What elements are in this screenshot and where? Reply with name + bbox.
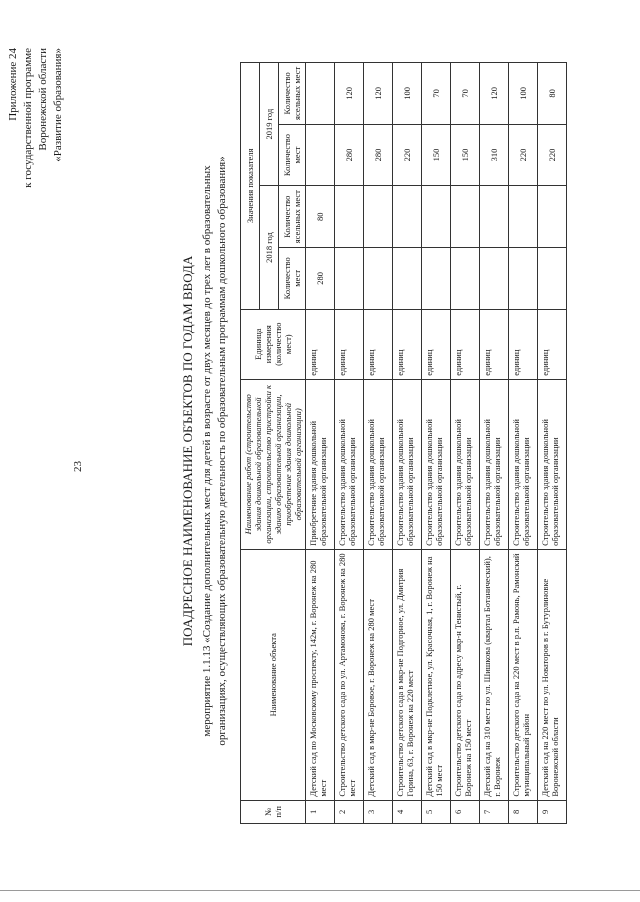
cell-places-2019: 150 [451, 124, 480, 186]
cell-object-name: Строительство детского сада в мкр-не Подгорное, ул. Дмитрия Горина, 63, г. Воронеж на 220 мест [393, 549, 422, 800]
header-nursery-2019: Количество ясельных мест [279, 63, 306, 125]
cell-unit: единиц [306, 309, 335, 379]
cell-object-name: Детский сад в мкр-не Боровое, г. Воронеж на 280 мест [364, 549, 393, 800]
cell-nursery-2019 [306, 63, 335, 125]
appendix-line-4: «Развитие образования» [52, 48, 64, 162]
cell-nursery-2019: 120 [364, 63, 393, 125]
table-row [335, 63, 364, 824]
cell-places-2019: 310 [480, 124, 509, 186]
cell-places-2019: 280 [364, 124, 393, 186]
cell-work-type: Приобретение здания дошкольной образовательной организации [306, 379, 335, 549]
cell-places-2018 [393, 248, 422, 310]
cell-unit: единиц [509, 309, 538, 379]
table-row [538, 63, 567, 824]
cell-nursery-2019: 70 [422, 63, 451, 125]
cell-object-name: Строительство детского сада по ул. Артамонова, г. Воронеж на 280 мест [335, 549, 364, 800]
cell-row-number: 2 [335, 800, 364, 823]
document-subtitle [200, 40, 230, 862]
cell-work-type: Строительство здания дошкольной образовательной организации [538, 379, 567, 549]
cell-places-2018 [509, 248, 538, 310]
cell-places-2018 [335, 248, 364, 310]
cell-places-2018 [538, 248, 567, 310]
table-row [480, 63, 509, 824]
cell-row-number: 4 [393, 800, 422, 823]
cell-unit: единиц [335, 309, 364, 379]
cell-unit: единиц [393, 309, 422, 379]
header-places-2018: Количество мест [279, 248, 306, 310]
subtitle-line-1: мероприятие 1.1.13 «Создание дополнительных мест для детей в возрасте от двух месяцев до трех лет в образовательных [201, 165, 213, 737]
cell-nursery-2018 [335, 186, 364, 248]
cell-places-2018 [480, 248, 509, 310]
table-row [393, 63, 422, 824]
cell-nursery-2019: 120 [480, 63, 509, 125]
cell-work-type: Строительство здания дошкольной образовательной организации [451, 379, 480, 549]
cell-object-name: Строительство детского сада по адресу мкр-н Тенистый, г. Воронеж на 150 мест [451, 549, 480, 800]
cell-nursery-2018 [480, 186, 509, 248]
cell-nursery-2018 [509, 186, 538, 248]
document-title: ПОАДРЕСНОЕ НАИМЕНОВАНИЕ ОБЪЕКТОВ ПО ГОДАМ ВВОДА [180, 255, 195, 647]
cell-places-2019: 150 [422, 124, 451, 186]
cell-places-2019 [306, 124, 335, 186]
header-places-2019: Количество мест [279, 124, 306, 186]
cell-row-number: 1 [306, 800, 335, 823]
cell-nursery-2018 [393, 186, 422, 248]
cell-object-name: Детский сад на 220 мест по ул. Новаторов в г. Бутурлиновке Воронежской области [538, 549, 567, 800]
header-nursery-2018: Количество ясельных мест [279, 186, 306, 248]
table-row [451, 63, 480, 824]
cell-places-2019: 280 [335, 124, 364, 186]
header-year-2019: 2019 год [260, 63, 279, 186]
appendix-line-1: Приложение 24 [7, 48, 19, 121]
cell-row-number: 5 [422, 800, 451, 823]
header-work: Наименование работ (строительство здания дошкольной образовательной организации, строительство пристройки к зданию образовательной организации, приобретение здания дошкольной образовательной организации) [241, 379, 306, 549]
cell-object-name: Детский сад по Московскому проспекту, 142м, г. Воронеж на 280 мест [306, 549, 335, 800]
header-unit: Единица измерения (количество мест) [241, 309, 306, 379]
cell-object-name: Строительство детского сада на 220 мест в р.п. Рамонь, Рамонский муниципальный район [509, 549, 538, 800]
cell-nursery-2018: 80 [306, 186, 335, 248]
cell-nursery-2018 [451, 186, 480, 248]
cell-work-type: Строительство здания дошкольной образовательной организации [364, 379, 393, 549]
header-num: № п/п [241, 800, 306, 823]
cell-work-type: Строительство здания дошкольной образовательной организации [335, 379, 364, 549]
cell-nursery-2018 [422, 186, 451, 248]
cell-nursery-2018 [364, 186, 393, 248]
cell-nursery-2019: 100 [509, 63, 538, 125]
cell-row-number: 9 [538, 800, 567, 823]
cell-row-number: 6 [451, 800, 480, 823]
appendix-block [6, 48, 66, 188]
cell-object-name: Детский сад на 310 мест по ул. Шишкова (квартал Ботанический), г. Воронеж [480, 549, 509, 800]
objects-table [240, 62, 567, 824]
cell-unit: единиц [451, 309, 480, 379]
cell-work-type: Строительство здания дошкольной образовательной организации [422, 379, 451, 549]
table-row [306, 63, 335, 824]
header-object: Наименование объекта [241, 549, 306, 800]
cell-places-2018 [422, 248, 451, 310]
cell-work-type: Строительство здания дошкольной образовательной организации [393, 379, 422, 549]
page-number: 23 [72, 461, 84, 472]
cell-nursery-2019: 120 [335, 63, 364, 125]
cell-row-number: 3 [364, 800, 393, 823]
table-row [364, 63, 393, 824]
cell-places-2019: 220 [509, 124, 538, 186]
cell-work-type: Строительство здания дошкольной образовательной организации [480, 379, 509, 549]
cell-unit: единиц [480, 309, 509, 379]
cell-places-2019: 220 [393, 124, 422, 186]
cell-places-2019: 220 [538, 124, 567, 186]
cell-nursery-2019: 80 [538, 63, 567, 125]
cell-nursery-2019: 70 [451, 63, 480, 125]
cell-row-number: 8 [509, 800, 538, 823]
cell-places-2018 [364, 248, 393, 310]
cell-unit: единиц [364, 309, 393, 379]
cell-unit: единиц [422, 309, 451, 379]
cell-row-number: 7 [480, 800, 509, 823]
header-values: Значения показателя [241, 63, 260, 310]
table-row [509, 63, 538, 824]
table-row [422, 63, 451, 824]
cell-unit: единиц [538, 309, 567, 379]
appendix-line-3: Воронежской области [37, 48, 49, 151]
cell-work-type: Строительство здания дошкольной образовательной организации [509, 379, 538, 549]
cell-object-name: Детский сад в мкр-не Подклетное, ул. Красочная, 1, г. Воронеж на 150 мест [422, 549, 451, 800]
cell-nursery-2019: 100 [393, 63, 422, 125]
cell-nursery-2018 [538, 186, 567, 248]
cell-places-2018: 280 [306, 248, 335, 310]
subtitle-line-2: организациях, осуществляющих образовательную деятельность по образовательным программам дошкольного образования» [216, 156, 228, 746]
appendix-line-2: к государственной программе [22, 48, 34, 188]
header-year-2018: 2018 год [260, 186, 279, 309]
cell-places-2018 [451, 248, 480, 310]
